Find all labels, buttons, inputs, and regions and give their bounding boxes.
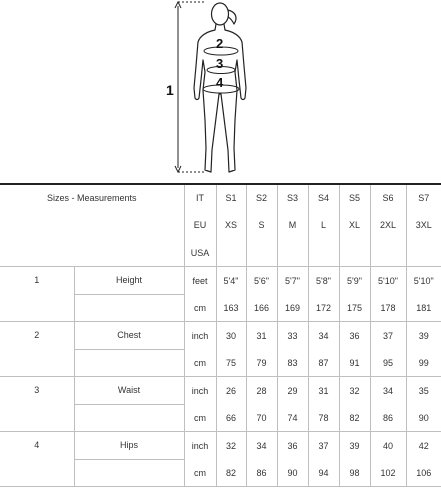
body-measurement-figure [0, 0, 441, 183]
measurement-value: 40 [370, 432, 406, 460]
measurement-value: 5'6" [246, 267, 277, 295]
measurement-value: 95 [370, 349, 406, 377]
measurement-value: 34 [370, 377, 406, 405]
measurement-value: 90 [277, 459, 308, 487]
table-row [0, 377, 441, 405]
hips-marker: 4 [216, 75, 224, 90]
measurement-value: 166 [246, 294, 277, 322]
measurement-value: 31 [308, 377, 339, 405]
measurement-name: Height [74, 267, 184, 295]
size-label: 3XL [406, 212, 441, 240]
size-label [339, 239, 370, 267]
measurement-name: Waist [74, 377, 184, 405]
measurement-value: 39 [339, 432, 370, 460]
measurement-value: 31 [246, 322, 277, 350]
table-row [0, 267, 441, 295]
size-label: S2 [246, 184, 277, 212]
measurement-name: Hips [74, 432, 184, 460]
measurement-value: 106 [406, 459, 441, 487]
size-label [277, 239, 308, 267]
measurement-value: 102 [370, 459, 406, 487]
body-diagram [0, 0, 441, 183]
size-label: S7 [406, 184, 441, 212]
size-chart-table [0, 183, 441, 487]
measurement-value: 181 [406, 294, 441, 322]
measurement-unit: cm [184, 294, 216, 322]
measurement-name: Chest [74, 322, 184, 350]
measurement-value: 37 [370, 322, 406, 350]
size-system-code: USA [184, 239, 216, 267]
table-row [0, 432, 441, 460]
measurement-unit: inch [184, 322, 216, 350]
measurement-value: 35 [406, 377, 441, 405]
size-label: S3 [277, 184, 308, 212]
measurement-value: 5'10" [406, 267, 441, 295]
measurement-unit: cm [184, 349, 216, 377]
waist-marker: 3 [216, 56, 224, 71]
size-label: S1 [216, 184, 246, 212]
measurement-value: 178 [370, 294, 406, 322]
measurement-value: 87 [308, 349, 339, 377]
measurement-value: 5'10" [370, 267, 406, 295]
measurement-name-spacer [74, 459, 184, 487]
measurement-value: 172 [308, 294, 339, 322]
size-label: S4 [308, 184, 339, 212]
table-row [0, 322, 441, 350]
measurement-value: 86 [370, 404, 406, 432]
size-label: S5 [339, 184, 370, 212]
measurement-number: 2 [0, 322, 74, 377]
measurement-value: 175 [339, 294, 370, 322]
measurement-name-spacer [74, 404, 184, 432]
measurement-value: 66 [216, 404, 246, 432]
measurement-value: 26 [216, 377, 246, 405]
measurement-value: 70 [246, 404, 277, 432]
size-label: M [277, 212, 308, 240]
measurement-unit: feet [184, 267, 216, 295]
measurement-value: 5'4" [216, 267, 246, 295]
measurement-value: 5'9" [339, 267, 370, 295]
measurement-value: 98 [339, 459, 370, 487]
table-header-label: Sizes - Measurements [0, 184, 184, 267]
size-label: 2XL [370, 212, 406, 240]
size-label [406, 239, 441, 267]
size-label [216, 239, 246, 267]
measurement-value: 78 [308, 404, 339, 432]
measurement-value: 169 [277, 294, 308, 322]
size-label: XS [216, 212, 246, 240]
size-label: L [308, 212, 339, 240]
measurement-value: 5'7" [277, 267, 308, 295]
measurement-unit: inch [184, 377, 216, 405]
measurement-value: 74 [277, 404, 308, 432]
measurement-value: 36 [277, 432, 308, 460]
size-label: XL [339, 212, 370, 240]
size-system-row [0, 184, 441, 212]
measurement-value: 79 [246, 349, 277, 377]
measurement-name-spacer [74, 349, 184, 377]
measurement-value: 82 [216, 459, 246, 487]
size-label [246, 239, 277, 267]
measurement-value: 94 [308, 459, 339, 487]
measurement-number: 4 [0, 432, 74, 487]
measurement-value: 86 [246, 459, 277, 487]
measurement-value: 34 [308, 322, 339, 350]
measurement-value: 28 [246, 377, 277, 405]
measurement-unit: inch [184, 432, 216, 460]
size-system-code: EU [184, 212, 216, 240]
measurement-name-spacer [74, 294, 184, 322]
measurement-value: 32 [339, 377, 370, 405]
measurement-value: 42 [406, 432, 441, 460]
measurement-value: 5'8" [308, 267, 339, 295]
measurement-unit: cm [184, 404, 216, 432]
measurement-value: 36 [339, 322, 370, 350]
measurement-value: 33 [277, 322, 308, 350]
measurement-value: 82 [339, 404, 370, 432]
measurement-value: 32 [216, 432, 246, 460]
size-label: S6 [370, 184, 406, 212]
measurement-value: 34 [246, 432, 277, 460]
measurement-value: 39 [406, 322, 441, 350]
measurement-value: 30 [216, 322, 246, 350]
size-label: S [246, 212, 277, 240]
size-system-code: IT [184, 184, 216, 212]
measurement-value: 75 [216, 349, 246, 377]
measurement-unit: cm [184, 459, 216, 487]
measurement-value: 83 [277, 349, 308, 377]
measurement-value: 91 [339, 349, 370, 377]
measurement-value: 37 [308, 432, 339, 460]
measurement-value: 99 [406, 349, 441, 377]
measurement-number: 3 [0, 377, 74, 432]
measurement-value: 90 [406, 404, 441, 432]
height-marker: 1 [166, 82, 174, 98]
measurement-number: 1 [0, 267, 74, 322]
size-label [308, 239, 339, 267]
measurement-value: 163 [216, 294, 246, 322]
measurement-value: 29 [277, 377, 308, 405]
size-label [370, 239, 406, 267]
chest-marker: 2 [216, 36, 224, 51]
